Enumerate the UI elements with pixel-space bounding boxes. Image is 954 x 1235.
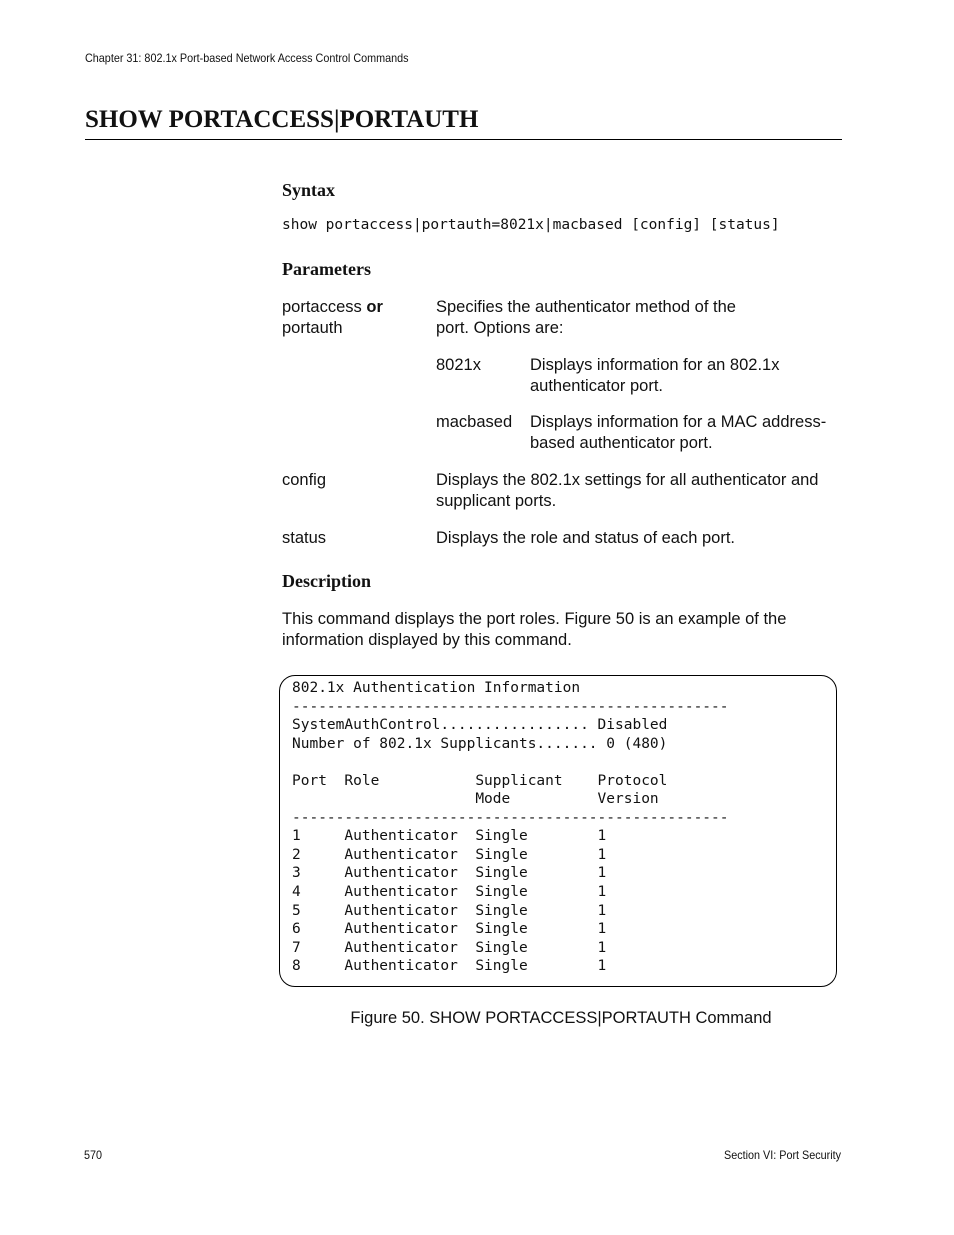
chapter-header: Chapter 31: 802.1x Port-based Network Access Control Commands — [85, 51, 409, 65]
figure-line: SystemAuthControl................. Disabled — [292, 717, 668, 734]
option-desc — [530, 355, 779, 396]
figure-line: Mode Version — [292, 791, 659, 808]
param-portaccess-desc-line: port. Options are: — [436, 318, 564, 337]
figure-line: 3 Authenticator Single 1 — [292, 865, 607, 882]
figure-line: 1 Authenticator Single 1 — [292, 828, 607, 845]
description-heading: Description — [282, 571, 371, 591]
option-desc-line: Displays information for an 802.1x — [530, 356, 780, 374]
param-portaccess-name — [282, 297, 383, 338]
param-config-name: config — [282, 471, 327, 489]
param-status-name: status — [282, 529, 327, 547]
description-text — [282, 609, 786, 650]
param-config-desc-line: Displays the 802.1x settings for all authenticator and — [436, 471, 819, 489]
parameters-heading: Parameters — [282, 259, 371, 279]
figure-line: 7 Authenticator Single 1 — [292, 939, 607, 956]
option-name: 8021x — [436, 356, 481, 374]
figure-line: 802.1x Authentication Information — [292, 680, 581, 696]
option-desc — [530, 412, 826, 453]
figure-line: -------------------------------------------------- — [292, 698, 729, 715]
figure-caption: Figure 50. SHOW PORTACCESS|PORTAUTH Command — [350, 1009, 772, 1027]
figure-line: 5 Authenticator Single 1 — [292, 902, 607, 919]
option-desc-line: based authenticator port. — [530, 433, 713, 452]
description-line: information displayed by this command. — [282, 630, 572, 649]
option-desc-line: authenticator port. — [530, 376, 663, 395]
param-status-desc: Displays the role and status of each port. — [436, 529, 735, 547]
param-portauth-label: portauth — [282, 318, 343, 337]
figure-line — [292, 753, 729, 772]
title-rule — [85, 139, 842, 140]
figure-line: 4 Authenticator Single 1 — [292, 884, 607, 901]
param-portaccess-desc-line: Specifies the authenticator method of the — [436, 298, 736, 316]
param-portaccess-label: portaccess — [282, 298, 362, 316]
figure-output — [292, 679, 729, 976]
param-config-desc — [436, 470, 818, 511]
description-line: This command displays the port roles. Figure 50 is an example of the — [282, 610, 787, 628]
figure-line: -------------------------------------------------- — [292, 809, 729, 826]
figure-line: Number of 802.1x Supplicants....... 0 (480) — [292, 735, 668, 752]
figure-line: 8 Authenticator Single 1 — [292, 958, 607, 975]
option-name: macbased — [436, 413, 513, 431]
param-or-label: or — [366, 298, 383, 316]
param-config-desc-line: supplicant ports. — [436, 491, 557, 510]
syntax-heading: Syntax — [282, 180, 336, 200]
figure-line: 2 Authenticator Single 1 — [292, 846, 607, 863]
param-portaccess-desc — [436, 297, 736, 338]
page-title: SHOW PORTACCESS|PORTAUTH — [85, 106, 479, 133]
figure-line: 6 Authenticator Single 1 — [292, 921, 607, 938]
page-number: 570 — [84, 1148, 103, 1162]
footer-section: Section VI: Port Security — [723, 1148, 841, 1162]
figure-line: Port Role Supplicant Protocol — [292, 772, 668, 789]
option-desc-line: Displays information for a MAC address- — [530, 413, 827, 431]
syntax-command: show portaccess|portauth=8021x|macbased [config] [status] — [282, 217, 780, 233]
